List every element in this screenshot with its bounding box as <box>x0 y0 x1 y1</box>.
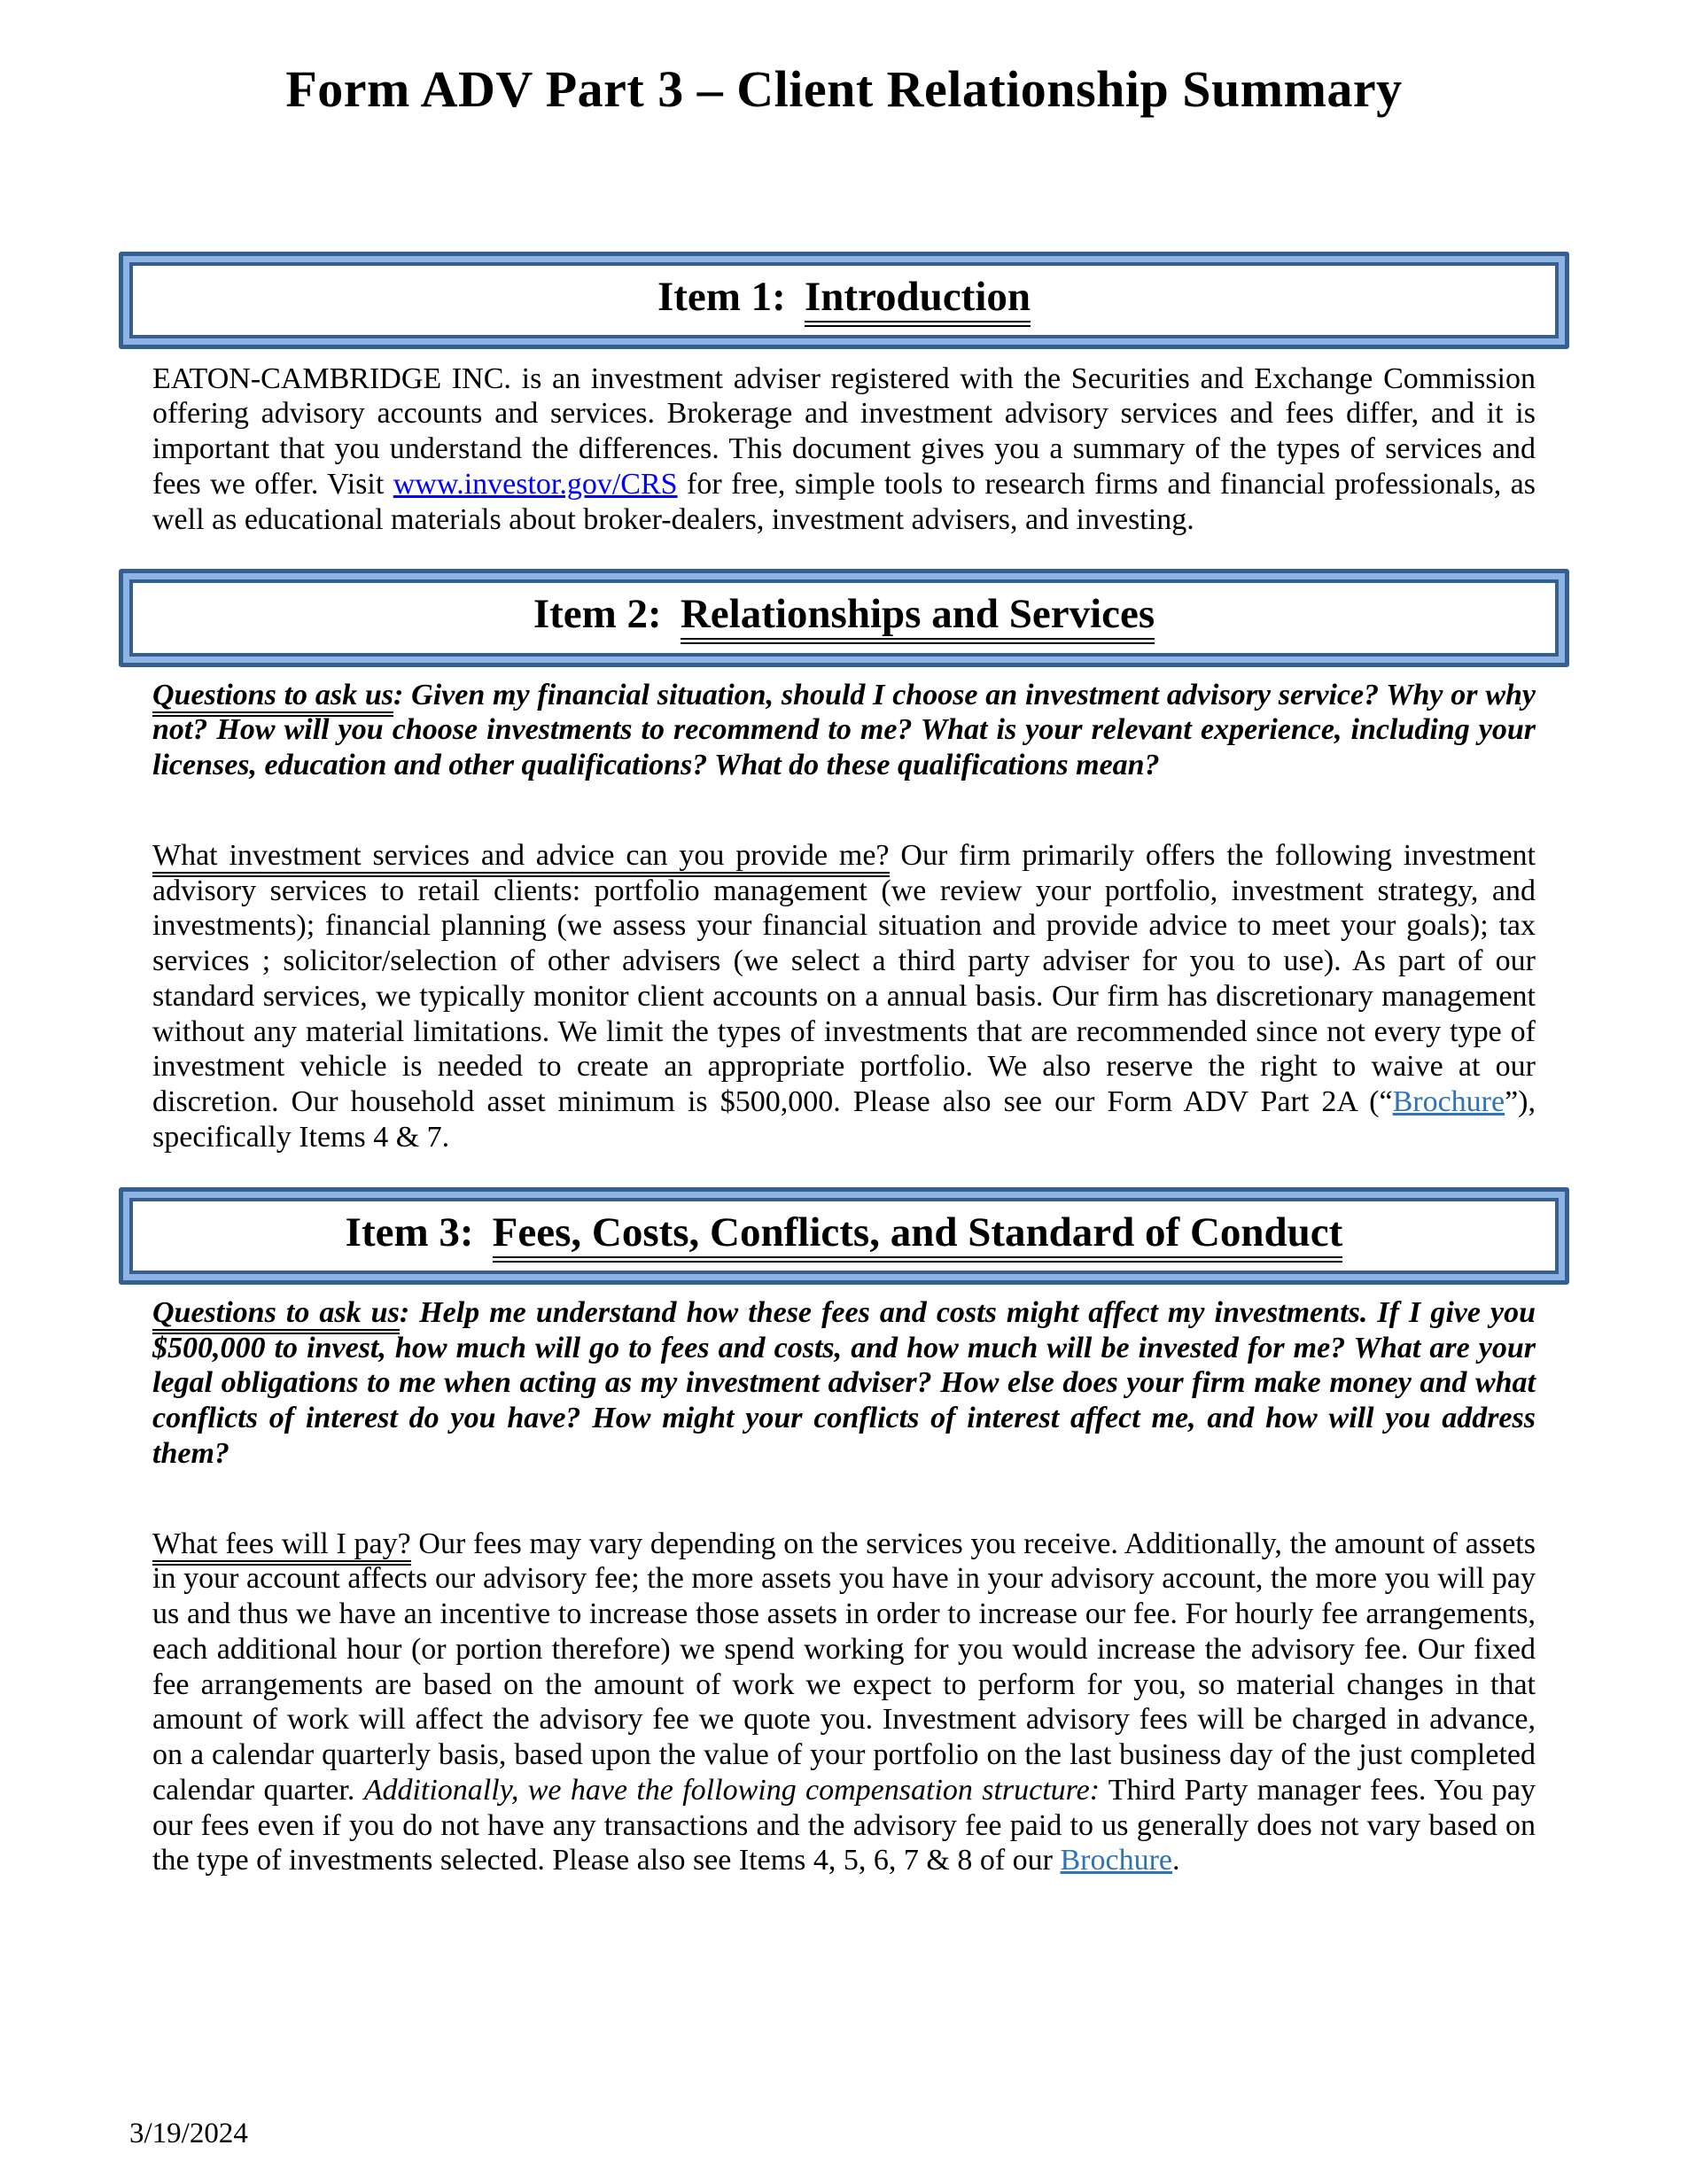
item2-heading-title: Relationships and Services <box>681 591 1155 644</box>
item3-fees-italic-note: Additionally, we have the following compensation structure: <box>363 1773 1101 1807</box>
item3-questions-lead: Questions to ask us <box>152 1296 400 1334</box>
item3-heading-inner <box>129 1198 1559 1274</box>
item3-fees-lead: What fees will I pay? <box>152 1527 411 1566</box>
item2-heading-prefix: Item 2: <box>533 591 662 638</box>
item3-fees-text-3: . <box>1172 1844 1180 1877</box>
item2-questions-paragraph <box>152 678 1536 783</box>
item3-questions-paragraph <box>152 1295 1536 1472</box>
item2-services-text-1: Our firm primarily offers the following investment advisory services to retail clients: portfolio management (we review your portfolio, investment strategy, and investments); financial planning (we assess your financial situation and provide advice to meet your goals); tax services ; solicitor/selection of other advisers (we select a third party adviser for you to use). As part of our standard services, we typically monitor client accounts on a annual basis. Our firm has discretionary management without any material limitations. We limit the types of investments that are recommended since not every type of investment vehicle is needed to create an appropriate portfolio. We also reserve the right to waive at our discretion. Our household asset minimum is $500,000. Please also see our Form ADV Part 2A (“ <box>152 838 1536 1119</box>
item1-heading-prefix: Item 1: <box>657 273 786 320</box>
document-title: Form ADV Part 3 – Client Relationship Summary <box>285 60 1403 118</box>
item3-heading-title: Fees, Costs, Conflicts, and Standard of Conduct <box>493 1209 1343 1263</box>
item3-fees-paragraph <box>152 1527 1536 1879</box>
item3-questions-text: : Help me understand how these fees and costs might affect my investments. If I give you $500,000 to invest, how much will go to fees and costs, and how much will be invested for me? What are your legal obligations to me when acting as my investment adviser? How else does your firm make money and what conflicts of interest do you have? How might your conflicts of interest affect me, and how will you address them? <box>152 1295 1536 1470</box>
investor-gov-crs-link[interactable]: www.investor.gov/CRS <box>393 467 678 501</box>
item1-heading-inner <box>129 262 1559 338</box>
item2-heading-box <box>119 569 1569 666</box>
item3-fees-text-1: Our fees may vary depending on the services you receive. Additionally, the amount of assets in your account affects our advisory fee; the more assets you have in your advisory account, the more you will pay us and thus we have an incentive to increase those assets in order to increase our fee. For hourly fee arrangements, each additional hour (or portion therefore) we spend working for you would increase the advisory fee. Our fixed fee arrangements are based on the amount of work we expect to perform for you, so material changes in that amount of work will affect the advisory fee we quote you. Investment advisory fees will be charged in advance, on a calendar quarterly basis, based upon the value of your portfolio on the last business day of the just completed calendar quarter. <box>152 1527 1536 1807</box>
introduction-paragraph <box>152 361 1536 538</box>
item1-heading-title: Introduction <box>805 274 1031 327</box>
introduction-text-1: EATON-CAMBRIDGE INC. is an investment adviser registered with the Securities and Exchange Commission offering advisory accounts and services. Brokerage and investment advisory services and fees differ, and it is important that you understand the differences. This document gives you a summary of the types of services and fees we offer. Visit <box>152 361 1536 501</box>
footer-date: 3/19/2024 <box>129 2118 248 2149</box>
brochure-link-item3[interactable]: Brochure <box>1060 1844 1172 1877</box>
brochure-link-item2[interactable]: Brochure <box>1392 1085 1505 1119</box>
item3-heading <box>142 1209 1546 1256</box>
item2-questions-text: : Given my financial situation, should I choose an investment advisory service? Why or why not? How will you choose investments to recommend to me? What is your relevant experience, including your licenses, education and other qualifications? What do these qualifications mean? <box>152 678 1536 782</box>
item2-questions-lead: Questions to ask us <box>152 679 393 717</box>
item2-services-lead: What investment services and advice can you provide me? <box>152 839 890 877</box>
item1-heading-box <box>119 252 1569 349</box>
item2-services-text-2: ”), specifically Items 4 & 7. <box>152 1085 1536 1154</box>
item3-heading-prefix: Item 3: <box>345 1209 474 1255</box>
item3-heading-box <box>119 1187 1569 1285</box>
item2-heading-inner <box>129 579 1559 656</box>
item2-services-paragraph <box>152 838 1536 1155</box>
item1-heading <box>142 273 1546 321</box>
item3-fees-text-2: Third Party manager fees. You pay our fees even if you do not have any transactions and the advisory fee paid to us generally does not vary based on the type of investments selected. Please also see Items 4, 5, 6, 7 & 8 of our <box>152 1773 1536 1877</box>
item2-heading <box>142 590 1546 638</box>
introduction-text-2: for free, simple tools to research firms and financial professionals, as well as educational materials about broker-dealers, investment advisers, and investing. <box>152 467 1536 536</box>
